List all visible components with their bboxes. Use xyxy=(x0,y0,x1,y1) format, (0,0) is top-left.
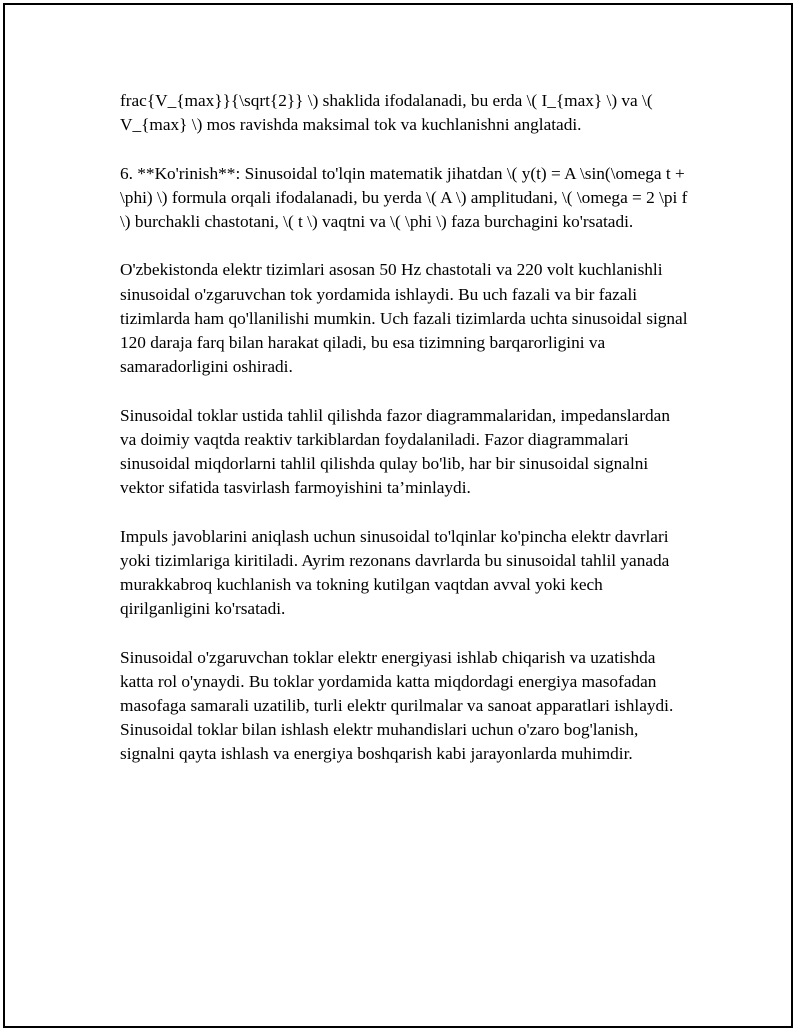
document-body xyxy=(120,89,690,791)
paragraph-impulse-response: Impuls javoblarini aniqlash uchun sinusoidal to'lqinlar ko'pincha elektr davrlari yoki tizimlariga kiritiladi. Ayrim rezonans davrlarda bu sinusoidal tahlil yanada murakkabroq kuchlanish va tokning kutilgan vaqtdan avval yoki kech qirilganligini ko'rsatadi. xyxy=(120,526,670,619)
paragraph-energy-transmission: Sinusoidal o'zgaruvchan toklar elektr energiyasi ishlab chiqarish va uzatishda katta rol o'ynaydi. Bu toklar yordamida katta miqdordagi energiya masofadan masofaga samarali uzatilib, turli elektr qurilmalar va sanoat apparatlari ishlaydi. Sinusoidal toklar bilan ishlash elektr muhandislari uchun o'zaro bog'lanish, signalni qayta ishlash va energiya boshqarish kabi jarayonlarda muhimdir. xyxy=(120,647,674,764)
document-page xyxy=(3,3,793,1028)
paragraph-appearance: 6. **Ko'rinish**: Sinusoidal to'lqin matematik jihatdan \( y(t) = A \sin(\omega t + \phi) \) formula orqali ifodalanadi, bu yerda \( A \) amplitudani, \( \omega = 2 \pi f \) burchakli chastotani, \( t \) vaqtni va \( \phi \) faza burchagini ko'rsatadi. xyxy=(120,163,688,231)
paragraph-formula-continuation: frac{V_{max}}{\sqrt{2}} \) shaklida ifodalanadi, bu erda \( I_{max} \) va \( V_{max} \) mos ravishda maksimal tok va kuchlanishni anglatadi. xyxy=(120,91,653,135)
paragraph-uzbekistan-systems: O'zbekistonda elektr tizimlari asosan 50 Hz chastotali va 220 volt kuchlanishli sinusoidal o'zgaruvchan tok yordamida ishlaydi. Bu uch fazali va bir fazali tizimlarda ham qo'llanilishi mumkin. Uch fazali tizimlarda uchta sinusoidal signal 120 daraja farq bilan harakat qiladi, bu esa tizimning barqarorligini va samaradorligini oshiradi. xyxy=(120,260,688,377)
paragraph-phasor-analysis: Sinusoidal toklar ustida tahlil qilishda fazor diagrammalaridan, impedanslardan va doimiy vaqtda reaktiv tarkiblardan foydalaniladi. Fazor diagrammalari sinusoidal miqdorlarni tahlil qilishda qulay bo'lib, har bir sinusoidal signalni vektor sifatida tasvirlash farmoyishini ta’minlaydi. xyxy=(120,405,670,498)
